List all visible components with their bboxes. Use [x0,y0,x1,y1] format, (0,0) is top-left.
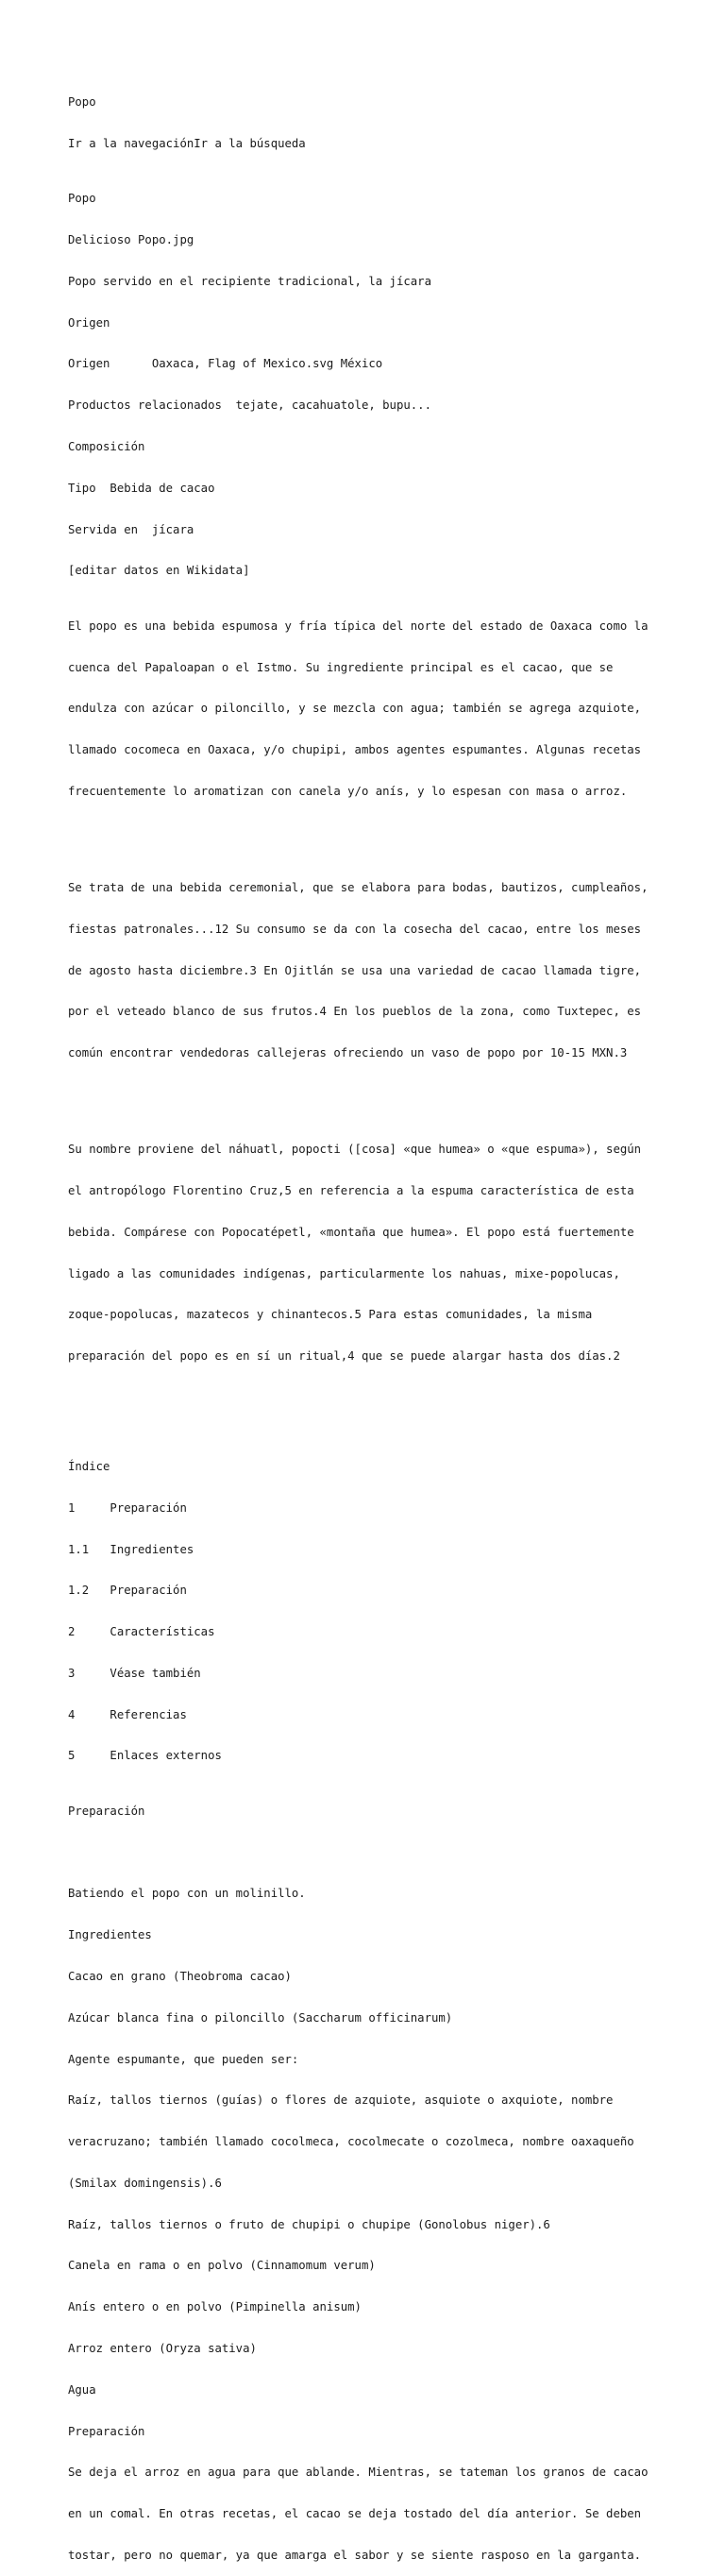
toc-item[interactable]: 1.1 Ingredientes [68,1542,194,1556]
toc-item[interactable]: 1.2 Preparación [68,1584,187,1598]
infobox-image-file[interactable]: Delicioso Popo.jpg [68,233,194,247]
paragraph-line: cuenca del Papaloapan o el Istmo. Su ingrediente principal es el cacao, que se [68,660,614,674]
infobox-served-row: Servida en jícara [68,522,194,536]
paragraph-line: preparación del popo es en sí un ritual,4 que se puede alargar hasta dos días.2 [68,1349,620,1364]
paragraph-line: El popo es una bebida espumosa y fría típica del norte del estado de Oaxaca como la [68,619,649,633]
infobox-caption: Popo servido en el recipiente tradicional, la jícara [68,274,431,288]
image-caption: Batiendo el popo con un molinillo. [68,1887,306,1901]
page-title: Popo [68,95,96,110]
paragraph-line: llamado cocomeca en Oaxaca, y/o chupipi, ambos agentes espumantes. Algunas recetas [68,743,642,757]
document-page [68,68,672,2576]
subheading-ingredientes: Ingredientes [68,1928,152,1942]
paragraph-line: Se trata de una bebida ceremonial, que se elabora para bodas, bautizos, cumpleaños, [68,881,649,895]
toc-item[interactable]: 5 Enlaces externos [68,1749,222,1763]
paragraph-line: de agosto hasta diciembre.3 En Ojitlán se usa una variedad de cacao llamada tigre, [68,963,642,977]
toc-item[interactable]: 2 Características [68,1625,215,1639]
ingredient-item: Arroz entero (Oryza sativa) [68,2341,257,2355]
skip-navigation-links[interactable]: Ir a la navegaciónIr a la búsqueda [68,136,306,150]
ingredient-item: (Smilax domingensis).6 [68,2176,222,2190]
paragraph-line: Su nombre proviene del náhuatl, popocti ([cosa] «que humea» o «que espuma»), según [68,1143,642,1157]
paragraph-line: ligado a las comunidades indígenas, particularmente los nahuas, mixe-popolucas, [68,1266,620,1280]
subheading-preparacion: Preparación [68,2424,145,2438]
ingredient-item: Agua [68,2382,96,2397]
infobox-section-origin: Origen [68,315,110,330]
step-line: Se deja el arroz en agua para que ablande. Mientras, se tateman los granos de cacao [68,2466,649,2480]
ingredient-item: Raíz, tallos tiernos (guías) o flores de azquiote, asquiote o axquiote, nombre [68,2093,614,2108]
infobox-related-row: Productos relacionados tejate, cacahuatole, bupu... [68,398,431,413]
paragraph-line: zoque-popolucas, mazatecos y chinantecos.5 Para estas comunidades, la misma [68,1308,593,1322]
paragraph-line: bebida. Compárese con Popocatépetl, «montaña que humea». El popo está fuertemente [68,1225,634,1239]
toc-item[interactable]: 1 Preparación [68,1500,187,1515]
ingredient-item: Canela en rama o en polvo (Cinnamomum verum) [68,2259,376,2273]
step-line: tostar, pero no quemar, ya que amarga el sabor y se siente rasposo en la garganta. [68,2548,642,2562]
ingredient-item: veracruzano; también llamado cocolmeca, cocolmecate o cozolmeca, nombre oaxaqueño [68,2135,634,2149]
paragraph-line: fiestas patronales...12 Su consumo se da con la cosecha del cacao, entre los meses [68,922,642,936]
paragraph-gap [68,826,672,840]
paragraph-line: por el veteado blanco de sus frutos.4 En los pueblos de la zona, como Tuxtepec, es [68,1005,642,1019]
ingredient-item: Azúcar blanca fina o piloncillo (Saccharum officinarum) [68,2010,453,2025]
infobox-section-composition: Composición [68,440,145,454]
paragraph-line: endulza con azúcar o piloncillo, y se mezcla con agua; también se agrega azquiote, [68,702,642,716]
edit-wikidata-link[interactable]: [editar datos en Wikidata] [68,564,250,578]
ingredient-item: Agente espumante, que pueden ser: [68,2052,299,2066]
ingredient-item: Raíz, tallos tiernos o fruto de chupipi o chupipe (Gonolobus niger).6 [68,2217,550,2231]
paragraph-gap [68,1088,672,1102]
toc-item[interactable]: 4 Referencias [68,1707,187,1721]
paragraph-gap [68,1846,672,1860]
section-gap [68,1391,672,1418]
paragraph-line: común encontrar vendedoras callejeras ofreciendo un vaso de popo por 10-15 MXN.3 [68,1046,628,1060]
infobox-origin-row: Origen Oaxaca, Flag of Mexico.svg México [68,357,383,371]
toc-item[interactable]: 3 Véase también [68,1666,201,1680]
paragraph-line: el antropólogo Florentino Cruz,5 en referencia a la espuma característica de esta [68,1184,634,1198]
ingredient-item: Cacao en grano (Theobroma cacao) [68,1969,292,1983]
section-heading-preparacion: Preparación [68,1804,145,1818]
infobox-name: Popo [68,192,96,206]
paragraph-line: frecuentemente lo aromatizan con canela y/o anís, y lo espesan con masa o arroz. [68,784,628,798]
infobox-type-row: Tipo Bebida de cacao [68,481,215,495]
toc-title: Índice [68,1459,110,1473]
step-line: en un comal. En otras recetas, el cacao se deja tostado del día anterior. Se deben [68,2507,642,2521]
ingredient-item: Anís entero o en polvo (Pimpinella anisum) [68,2300,362,2314]
